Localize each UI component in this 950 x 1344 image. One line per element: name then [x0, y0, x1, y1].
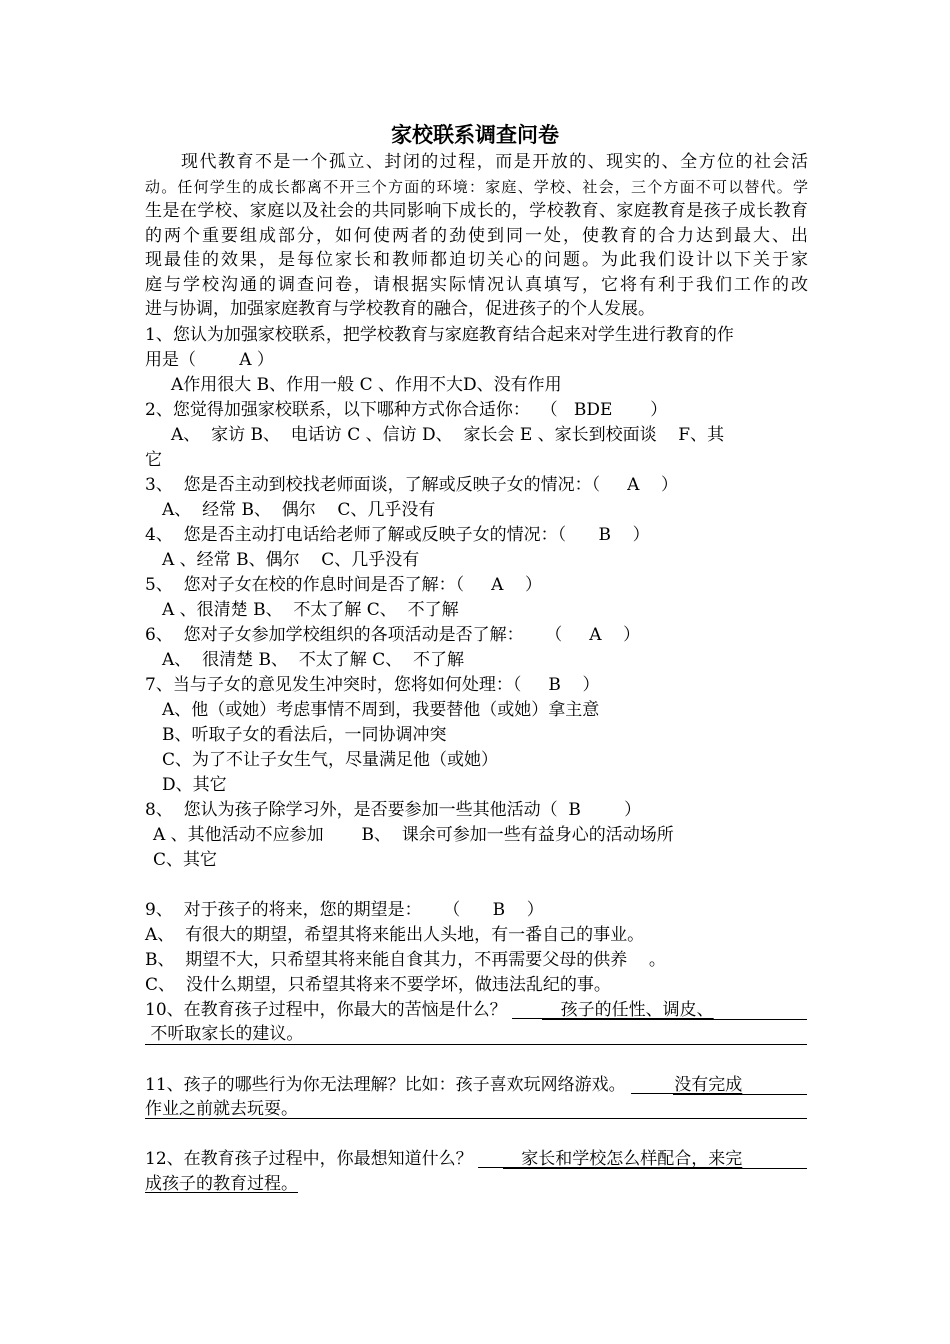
- question-3-text: 3、 您是否主动到校找老师面谈，了解或反映子女的情况：（ A ）: [145, 475, 679, 495]
- question-5-options: A 、很清楚 B、 不太了解 C、 不了解: [162, 600, 459, 620]
- question-11-answer-cont: 作业之前就去玩耍。: [145, 1099, 298, 1119]
- question-2-text: 2、您觉得加强家校联系，以下哪种方式你合适你： （ BDE ）: [145, 400, 668, 420]
- intro-line: 生是在学校、家庭以及社会的共同影响下成长的，学校教育、家庭教育是孩子成长教育: [145, 201, 808, 221]
- question-8-text: 8、 您认为孩子除学习外，是否要参加一些其他活动（ B ）: [145, 800, 642, 820]
- answer-underline: [145, 1044, 807, 1045]
- answer-underline: [145, 1118, 807, 1119]
- page-title: 家校联系调查问卷: [391, 122, 559, 147]
- question-11-prompt: 11、孩子的哪些行为你无法理解？比如：孩子喜欢玩网络游戏。: [145, 1075, 632, 1095]
- intro-line: 现最佳的效果，是每位家长和教师都迫切关心的问题。为此我们设计以下关于家: [145, 250, 808, 270]
- question-9-text: 9、 对于孩子的将来，您的期望是： （ B ）: [145, 900, 544, 920]
- question-10-prompt: 10、在教育孩子过程中，你最大的苦恼是什么？: [145, 1000, 513, 1020]
- question-7-text: 7、当与子女的意见发生冲突时，您将如何处理：（ B ）: [145, 675, 600, 695]
- intro-line: 现代教育不是一个孤立、封闭的过程，而是开放的、现实的、全方位的社会活: [181, 152, 808, 172]
- question-9-option-c: C、 没什么期望，只希望其将来不要学坏，做违法乱纪的事。: [145, 975, 611, 995]
- question-4-options: A 、经常 B、偶尔 C、几乎没有: [162, 550, 420, 570]
- question-9-option-a: A、 有很大的期望，希望其将来能出人头地，有一番自己的事业。: [145, 925, 645, 945]
- question-12-answer-cont: 成孩子的教育过程。: [145, 1174, 298, 1194]
- question-3-options: A、 经常 B、 偶尔 C、几乎没有: [162, 500, 436, 520]
- question-4-text: 4、 您是否主动打电话给老师了解或反映子女的情况：（ B ）: [145, 525, 650, 545]
- intro-line: 的两个重要组成部分，如何使两者的劲使到同一处，使教育的合力达到最大、出: [145, 225, 808, 246]
- question-1-text: 1、您认为加强家校联系，把学校教育与家庭教育结合起来对学生进行教育的作: [145, 325, 734, 345]
- question-7-option-d: D、其它: [162, 775, 227, 795]
- question-7-option-a: A、他（或她）考虑事情不周到，我要替他（或她）拿主意: [162, 700, 600, 720]
- question-12-answer: 家长和学校怎么样配合，来完: [478, 1149, 743, 1169]
- intro-line: 动。任何学生的成长都离不开三个方面的环境：家庭、学校、社会，三个方面不可以替代。学: [145, 177, 808, 196]
- question-10-answer: 孩子的任性、调皮、: [512, 1000, 714, 1020]
- question-1-options: A作用很大 B、作用一般 C 、作用不大D、没有作用: [171, 375, 562, 395]
- intro-line: 庭与学校沟通的调查问卷，请根据实际情况认真填写，它将有利于我们工作的改: [145, 274, 808, 295]
- answer-underline: [503, 1168, 807, 1169]
- intro-line: 进与协调，加强家庭教育与学校教育的融合，促进孩子的个人发展。: [145, 299, 655, 319]
- question-11-line1: [145, 1073, 742, 1097]
- question-8-options: A 、其他活动不应参加 B、 课余可参加一些有益身心的活动场所: [153, 825, 674, 845]
- answer-underline: [542, 1019, 807, 1020]
- question-2-options-cont: 它: [145, 450, 162, 470]
- question-7-option-b: B、听取子女的看法后，一同协调冲突: [162, 725, 447, 745]
- question-2-options: A、 家访 B、 电话访 C 、信访 D、 家长会 E 、家长到校面谈 F、其: [171, 425, 725, 445]
- question-6-options: A、 很清楚 B、 不太了解 C、 不了解: [162, 650, 465, 670]
- question-6-text: 6、 您对子女参加学校组织的各项活动是否了解： （ A ）: [145, 625, 641, 645]
- answer-underline: [673, 1094, 807, 1095]
- question-8-option-c: C、其它: [153, 850, 218, 870]
- question-11-answer: 没有完成: [631, 1075, 743, 1095]
- question-10-answer-cont: 不听取家长的建议。: [145, 1024, 304, 1044]
- intro-paragraph: [145, 150, 808, 322]
- question-12-prompt: 12、在教育孩子过程中，你最想知道什么？: [145, 1149, 479, 1169]
- question-7-option-c: C、为了不让子女生气，尽量满足他（或她）: [162, 750, 499, 770]
- question-1-answer: 用是（ A ）: [145, 350, 274, 370]
- question-5-text: 5、 您对子女在校的作息时间是否了解：（ A ）: [145, 575, 543, 595]
- question-9-option-b: B、 期望不大，只希望其将来能自食其力，不再需要父母的供养 。: [145, 950, 666, 970]
